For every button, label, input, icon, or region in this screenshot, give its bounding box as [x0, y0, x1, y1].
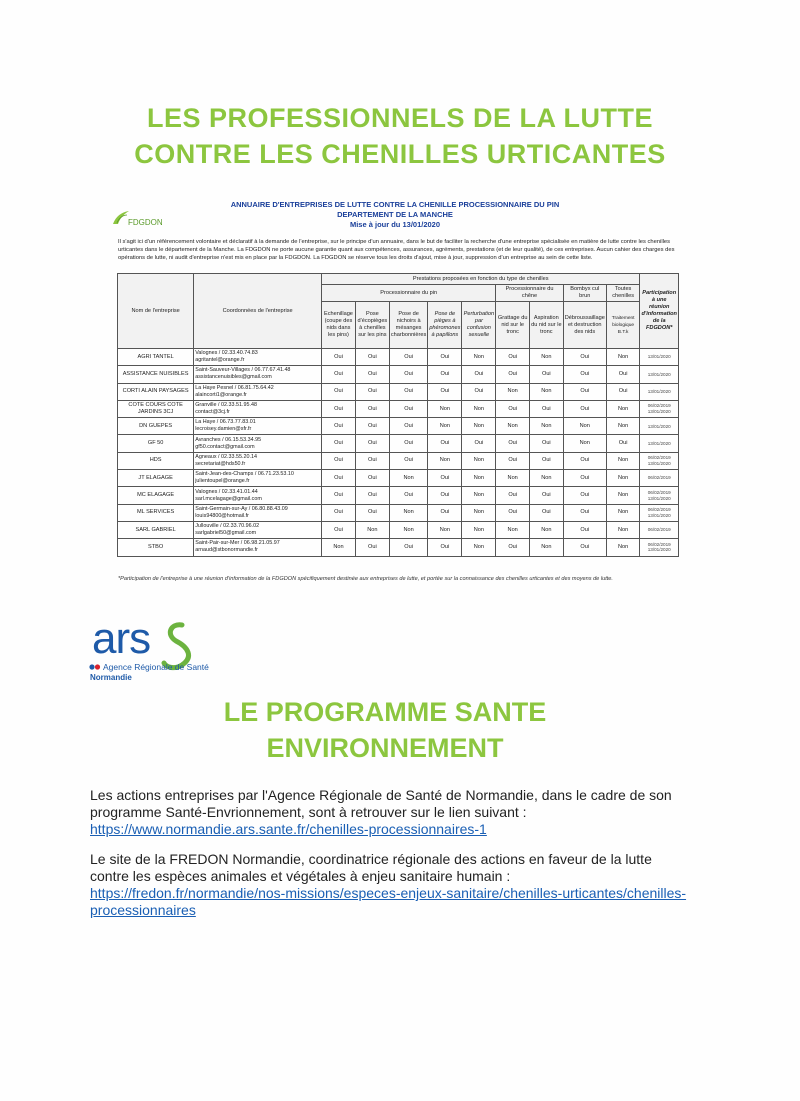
service-cell: Oui: [563, 349, 606, 366]
service-cell: Non: [462, 418, 496, 435]
header-toutes: Toutes chenilles: [606, 285, 640, 302]
service-cell: Oui: [355, 383, 389, 400]
service-cell: Oui: [355, 366, 389, 383]
company-name: JT ELAGAGE: [118, 470, 194, 487]
contact-line1: Saint-Germain-sur-Ay / 06.80.88.43.09: [195, 505, 288, 512]
company-contact: [194, 383, 322, 400]
service-cell: Non: [529, 521, 563, 538]
service-cell: Non: [462, 400, 496, 417]
service-cell: Oui: [389, 349, 427, 366]
company-name: ASSISTANCE NUISIBLES: [118, 366, 194, 383]
service-cell: Oui: [355, 349, 389, 366]
annuaire-line1: ANNUAIRE D'ENTREPRISES DE LUTTE CONTRE LA CHENILLE PROCESSIONNAIRE DU PIN: [230, 200, 560, 209]
service-cell: Oui: [322, 487, 356, 504]
service-cell: Oui: [529, 504, 563, 521]
contact-line2: agritantel@orange.fr: [195, 357, 245, 364]
service-cell: Non: [529, 418, 563, 435]
ars-paragraph-text: Les actions entreprises par l'Agence Régionale de Santé de Normandie, dans le cadre de son programme Santé-Envrionnement, sont à retrouver sur le lien suivant :: [90, 787, 672, 820]
service-cell: Oui: [355, 470, 389, 487]
service-cell: Oui: [322, 435, 356, 452]
service-cell: Non: [606, 470, 640, 487]
service-cell: Non: [606, 400, 640, 417]
company-name: CORTI ALAIN PAYSAGES: [118, 383, 194, 400]
service-cell: Non: [389, 470, 427, 487]
fredon-paragraph: [90, 851, 690, 919]
participation-date: 13/01/2020: [640, 383, 679, 400]
service-cell: Oui: [606, 366, 640, 383]
service-cell: Oui: [389, 400, 427, 417]
service-cell: Oui: [496, 487, 530, 504]
companies-table: [117, 273, 679, 557]
participation-date: 06/02/2019: [640, 470, 679, 487]
service-cell: Oui: [563, 366, 606, 383]
contact-line1: Avranches / 06.15.53.34.95: [195, 436, 262, 443]
contact-line1: La Haye / 06.73.77.83.01: [195, 419, 256, 426]
service-cell: Oui: [462, 366, 496, 383]
participation-date: 13/01/2020: [640, 349, 679, 366]
company-name: STBO: [118, 539, 194, 556]
service-cell: Oui: [563, 400, 606, 417]
contact-line1: Jullouville / 02.33.70.96.02: [195, 523, 260, 530]
fdgdon-logo-text: FDGDON: [128, 218, 163, 227]
participation-date: 06/02/2019 13/01/2020: [640, 487, 679, 504]
service-cell: Non: [606, 504, 640, 521]
footnote: *Participation de l'entreprise à une réunion d'information de la FDGDON spécifiquement destinée aux entreprises de lutte, et portée sur la connaissance des chenilles urticantes et des moyens de lutte.: [118, 576, 613, 582]
annuaire-line2: DEPARTEMENT DE LA MANCHE: [337, 210, 453, 219]
service-cell: Non: [606, 521, 640, 538]
main-title-line1: LES PROFESSIONNELS DE LA LUTTE: [146, 103, 654, 133]
company-contact: [194, 504, 322, 521]
service-cell: Oui: [428, 470, 462, 487]
table-row: [118, 400, 679, 417]
contact-line1: La Haye Pesnel / 06.81.75.64.42: [195, 384, 274, 391]
contact-line2: secretariat@hds50.fr: [195, 460, 246, 467]
participation-date: 06/02/2019 13/01/2020: [640, 400, 679, 417]
service-cell: Non: [462, 521, 496, 538]
ars-agency: Agence Régionale de Santé: [103, 662, 209, 672]
company-contact: [194, 400, 322, 417]
service-cell: Oui: [389, 435, 427, 452]
company-name: AGRI TANTEL: [118, 349, 194, 366]
header-sub: Débroussaillage et destruction des nids: [563, 302, 606, 349]
service-cell: Non: [529, 383, 563, 400]
participation-date: 06/02/2019 13/01/2020: [640, 539, 679, 556]
contact-line2: contact@3cj.fr: [195, 409, 230, 416]
table-row: [118, 435, 679, 452]
section-title-line2: ENVIRONNEMENT: [266, 733, 504, 763]
company-contact: [194, 452, 322, 469]
annuaire-line3: Mise à jour du 13/01/2020: [349, 220, 441, 229]
table-row: [118, 487, 679, 504]
participation-date: 13/01/2020: [640, 435, 679, 452]
service-cell: Oui: [529, 487, 563, 504]
fredon-link-line2: processionnaires: [90, 902, 196, 918]
contact-line2: sarl.mcelagage@gmail.com: [195, 495, 262, 502]
header-sub: Pose de nichoirs à mésanges charbonnières: [389, 302, 427, 349]
service-cell: Non: [496, 470, 530, 487]
table-row: [118, 521, 679, 538]
contact-line1: Agneaux / 02.33.55.20.14: [195, 453, 257, 460]
service-cell: Oui: [563, 521, 606, 538]
table-row: [118, 504, 679, 521]
service-cell: Non: [496, 418, 530, 435]
service-cell: Oui: [322, 470, 356, 487]
service-cell: Non: [322, 539, 356, 556]
participation-date: 06/02/2019 13/01/2020: [640, 452, 679, 469]
fredon-link[interactable]: [90, 885, 686, 918]
service-cell: Non: [606, 349, 640, 366]
contact-line2: assistancenuisibles@gmail.com: [195, 374, 272, 381]
service-cell: Non: [462, 539, 496, 556]
header-contact: Coordonnées de l'entreprise: [194, 274, 322, 349]
company-contact: [194, 418, 322, 435]
fredon-link-line1: https://fredon.fr/normandie/nos-missions/especes-enjeux-sanitaire/chenilles-urticantes/chenilles-: [90, 885, 687, 901]
contact-line2: arnaud@stbonormandie.fr: [195, 547, 258, 554]
service-cell: Oui: [389, 452, 427, 469]
ars-region: Normandie: [90, 673, 132, 682]
ars-logo: [86, 615, 226, 695]
service-cell: Oui: [355, 487, 389, 504]
header-sub: Echenillage (coupe des nids dans les pins): [322, 302, 356, 349]
service-cell: Oui: [529, 366, 563, 383]
section-title-line1: LE PROGRAMME SANTE: [223, 697, 547, 727]
service-cell: Non: [496, 521, 530, 538]
service-cell: Oui: [496, 435, 530, 452]
participation-date: 06/02/2019 13/01/2020: [640, 504, 679, 521]
service-cell: Oui: [428, 349, 462, 366]
company-contact: [194, 349, 322, 366]
participation-date: 06/02/2019: [640, 521, 679, 538]
service-cell: Oui: [322, 521, 356, 538]
table-row: [118, 383, 679, 400]
service-cell: Oui: [355, 452, 389, 469]
header-sub: Aspiration du nid sur le tronc: [529, 302, 563, 349]
service-cell: Oui: [606, 435, 640, 452]
company-contact: [194, 366, 322, 383]
table-row: [118, 349, 679, 366]
service-cell: Non: [462, 504, 496, 521]
contact-line1: Saint-Pair-sur-Mer / 06.98.21.05.97: [195, 540, 280, 547]
table-row: [118, 366, 679, 383]
service-cell: Non: [355, 521, 389, 538]
company-name: SARL GABRIEL: [118, 521, 194, 538]
service-cell: Oui: [606, 383, 640, 400]
header-chene: Processionnaire du chêne: [496, 285, 563, 302]
service-cell: Non: [462, 470, 496, 487]
service-cell: Oui: [355, 435, 389, 452]
service-cell: Non: [462, 349, 496, 366]
company-contact: [194, 470, 322, 487]
service-cell: Oui: [322, 452, 356, 469]
header-sub: Grattage du nid sur le tronc: [496, 302, 530, 349]
service-cell: Oui: [529, 435, 563, 452]
service-cell: Non: [606, 452, 640, 469]
company-contact: [194, 539, 322, 556]
service-cell: Oui: [389, 418, 427, 435]
service-cell: Non: [428, 521, 462, 538]
company-contact: [194, 435, 322, 452]
service-cell: Oui: [428, 504, 462, 521]
service-cell: Oui: [563, 539, 606, 556]
service-cell: Oui: [389, 539, 427, 556]
service-cell: Oui: [563, 470, 606, 487]
contact-line1: Granville / 02.33.51.95.48: [195, 402, 257, 409]
service-cell: Oui: [322, 349, 356, 366]
service-cell: Oui: [389, 366, 427, 383]
company-name: DN GUEPES: [118, 418, 194, 435]
header-sub: Pose de pièges à phéromones à papillons: [428, 302, 462, 349]
header-bombyx: Bombyx cul brun: [563, 285, 606, 302]
service-cell: Non: [462, 452, 496, 469]
service-cell: Oui: [322, 400, 356, 417]
company-name: MC ELAGAGE: [118, 487, 194, 504]
company-name: ML SERVICES: [118, 504, 194, 521]
ars-paragraph: [90, 787, 690, 838]
service-cell: Oui: [355, 504, 389, 521]
service-cell: Oui: [355, 418, 389, 435]
contact-line2: julientoupel@orange.fr: [195, 478, 250, 485]
service-cell: Oui: [496, 366, 530, 383]
company-contact: [194, 521, 322, 538]
contact-line2: gf50.contact@gmail.com: [195, 443, 255, 450]
header-participation: Participation à une réunion d'information de la FDGDON*: [640, 274, 679, 349]
section-title: [0, 694, 770, 766]
service-cell: Oui: [563, 504, 606, 521]
service-cell: Non: [529, 349, 563, 366]
intro-text: Il s'agit ici d'un référencement volontaire et déclaratif à la demande de l'entreprise, sur le principe d'un annuaire, dans le but de faciliter la recherche d'une entreprise spécialisée en matière de lutte contre les chenilles urticantes dans le département de la Manche. La FDGDON ne porte aucune garantie quant aux compétences, assurances, agréments, prestations (et de leur qualité), de ces entreprises. Aucun cahier des charges des opérations de lutte, ni audit d'entreprise n'est mis en place par la FDGDON. La FDGDON se réserve tous les droits d'ajout, mise à jour, suppression d'un entreprise au sein de cette liste.: [118, 239, 675, 262]
contact-line1: Valognes / 02.33.40.74.83: [195, 350, 258, 357]
service-cell: Oui: [496, 349, 530, 366]
service-cell: Non: [529, 539, 563, 556]
service-cell: Oui: [563, 383, 606, 400]
company-name: COTE COURS COTE JARDINS 3CJ: [118, 400, 194, 417]
service-cell: Non: [496, 383, 530, 400]
contact-line2: sarlgabriel50@gmail.com: [195, 530, 257, 537]
service-cell: Non: [606, 418, 640, 435]
header-name: Nom de l'entreprise: [118, 274, 194, 349]
service-cell: Oui: [428, 487, 462, 504]
fredon-paragraph-text: Le site de la FREDON Normandie, coordinatrice régionale des actions en faveur de la lutte contre les espèces animales et végétales à enjeu sanitaire humain :: [90, 851, 652, 884]
service-cell: Oui: [563, 487, 606, 504]
header-sub: Pose d'écopièges à chenilles sur les pins: [355, 302, 389, 349]
ars-wordmark: ars: [92, 614, 151, 663]
service-cell: Oui: [462, 435, 496, 452]
service-cell: Oui: [322, 418, 356, 435]
contact-line2: louis94800@hotmail.fr: [195, 512, 249, 519]
service-cell: Oui: [428, 366, 462, 383]
header-prestations: Prestations proposées en fonction du type de chenilles: [322, 274, 640, 285]
annuaire-heading: [200, 200, 590, 230]
service-cell: Non: [606, 487, 640, 504]
participation-date: 13/01/2020: [640, 366, 679, 383]
contact-line1: Saint-Jean-des-Champs / 06.71.23.53.10: [195, 471, 294, 478]
service-cell: Oui: [496, 452, 530, 469]
company-name: HDS: [118, 452, 194, 469]
company-contact: [194, 487, 322, 504]
service-cell: Oui: [428, 539, 462, 556]
service-cell: Oui: [529, 400, 563, 417]
contact-line1: Valognes / 02.33.41.01.44: [195, 488, 258, 495]
service-cell: Oui: [322, 504, 356, 521]
service-cell: Oui: [529, 452, 563, 469]
service-cell: Non: [389, 521, 427, 538]
service-cell: Oui: [428, 383, 462, 400]
header-pin: Processionnaire du pin: [322, 285, 496, 302]
service-cell: Non: [428, 400, 462, 417]
service-cell: Oui: [496, 539, 530, 556]
service-cell: Non: [529, 470, 563, 487]
table-row: [118, 470, 679, 487]
service-cell: Oui: [496, 400, 530, 417]
service-cell: Oui: [428, 435, 462, 452]
service-cell: Oui: [462, 383, 496, 400]
service-cell: Oui: [496, 504, 530, 521]
main-title: [0, 100, 800, 172]
service-cell: Non: [389, 504, 427, 521]
service-cell: Non: [428, 452, 462, 469]
service-cell: Oui: [389, 383, 427, 400]
service-cell: Non: [563, 418, 606, 435]
service-cell: Oui: [563, 452, 606, 469]
service-cell: Oui: [322, 383, 356, 400]
header-sub: Traitement biologique B.T.k: [606, 302, 640, 349]
service-cell: Oui: [389, 487, 427, 504]
fdgdon-logo: [110, 208, 190, 230]
service-cell: Oui: [355, 539, 389, 556]
header-sub: Perturbation par confusion sexuelle: [462, 302, 496, 349]
service-cell: Non: [462, 487, 496, 504]
service-cell: Non: [428, 418, 462, 435]
table-row: [118, 452, 679, 469]
company-name: GF 50: [118, 435, 194, 452]
service-cell: Non: [563, 435, 606, 452]
contact-line2: lecroisey.damien@sfr.fr: [195, 426, 252, 433]
ars-link[interactable]: https://www.normandie.ars.sante.fr/chenilles-processionnaires-1: [90, 821, 487, 837]
contact-line2: alaincorti1@orange.fr: [195, 391, 247, 398]
participation-date: 13/01/2020: [640, 418, 679, 435]
service-cell: Oui: [322, 366, 356, 383]
contact-line1: Saint-Sauveur-Villages / 06.77.67.41.48: [195, 367, 291, 374]
table-row: [118, 418, 679, 435]
service-cell: Non: [606, 539, 640, 556]
main-title-line2: CONTRE LES CHENILLES URTICANTES: [134, 139, 666, 169]
table-row: [118, 539, 679, 556]
service-cell: Oui: [355, 400, 389, 417]
